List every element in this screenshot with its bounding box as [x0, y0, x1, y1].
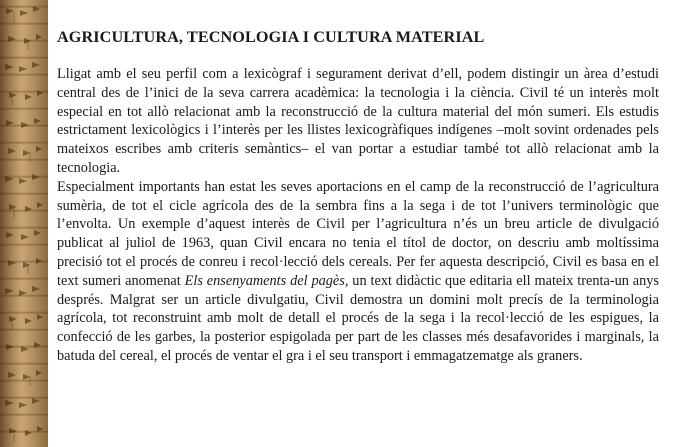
- paragraph-text-end: , un text didàctic que editaria ell mateix trenta-un anys després. Malgrat ser un article divulgatiu, Civil demostra un domini molt precís de la terminologia agrícola, tot reconstruint amb molt de detall el procés de la sega i la recol·lecció de les espigues, la confecció de les garbes, la posterior espigolada per part de les classes més desafavorides i marginals, la batuda del cereal, el procés de ventar el gra i el seu transport i emmagatzematge als graners.: [57, 272, 659, 364]
- section-heading: AGRICULTURA, TECNOLOGIA I CULTURA MATERIAL: [57, 28, 485, 46]
- paragraph-text-start: Especialment importants han estat les seves aportacions en el camp de la reconstrucció de l’agricultura sumèria, de tot el cicle agrícola des de la sembra fins a la sega i de tot l’univers terminològic que l’envolta. Un exemple d’aquest interès de Civil per l’agricultura n’és un breu article de divulgació publicat al juliol de 1963, quan Civil encara no tenia el títol de doctor, on descriu amb moltíssima precisió tot el procés de conreu i recol·lecció dels cereals. Per fer aquesta descripció, Civil es basa en el text sumeri anomenat: [57, 178, 659, 289]
- article-section: [57, 27, 659, 366]
- paragraph-lexicography: Lligat amb el seu perfil com a lexicògraf i segurament derivat d’ell, podem distingir un àrea d’estudi central des de l’inici de la seva carrera acadèmica: la tecnologia i la ciència. Civil té un interès molt especial en tot allò relacionat amb la reconstrucció de la cultura material del món sumeri. Els estudis estrictament lexicològics i l’interès per les llistes lexicogràfiques indígenes –molt sovint ordenades pels mateixos escribes amb criteris semàntics– el van portar a estudiar també tot allò relacionat amb la tecnologia.: [57, 66, 659, 176]
- cuneiform-marks: [0, 0, 48, 447]
- cuneiform-tablet-image: [0, 0, 48, 447]
- paragraph-agriculture: [57, 178, 659, 366]
- work-title: Els ensenyaments del pagès: [184, 272, 345, 289]
